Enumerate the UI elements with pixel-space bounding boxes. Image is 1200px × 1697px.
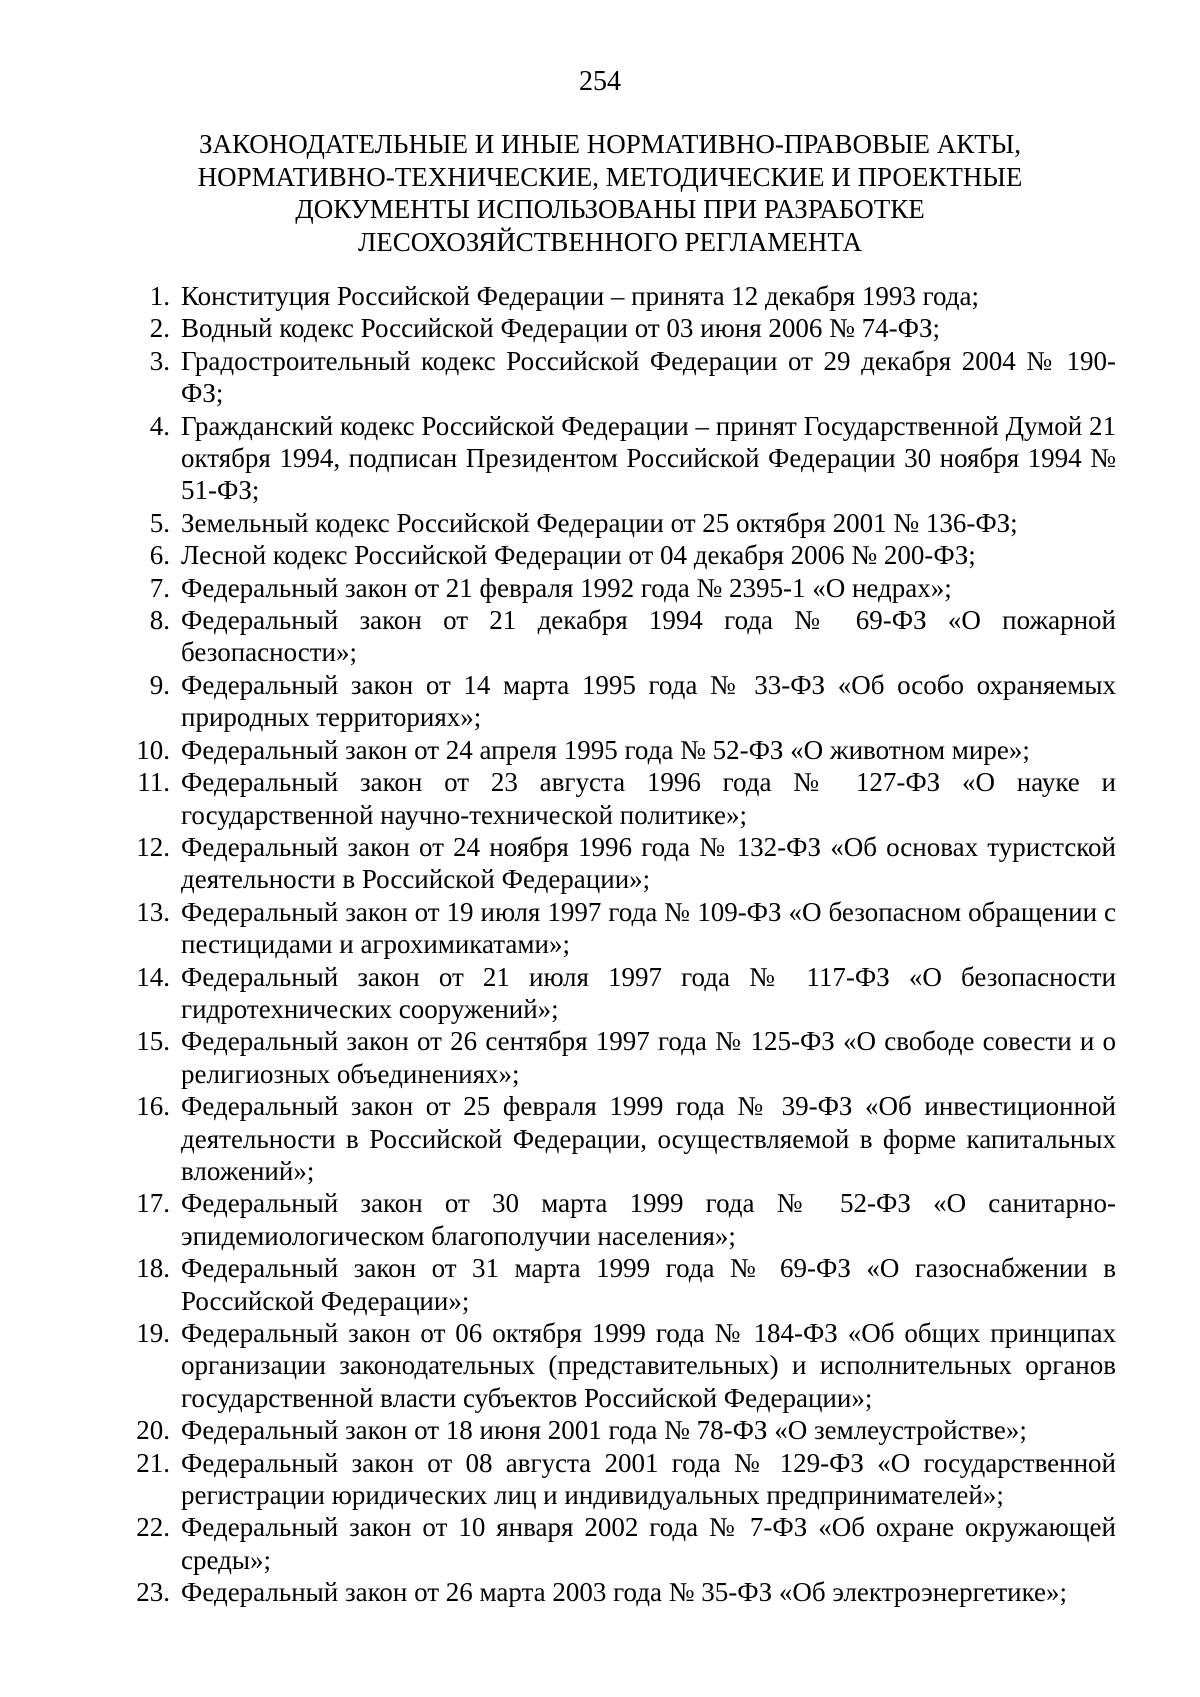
list-item-number: 14. <box>136 961 170 992</box>
list-item <box>112 1025 1116 1090</box>
list-item <box>112 312 1116 344</box>
list-item-number: 4. <box>149 410 170 441</box>
list-item <box>112 961 1116 1026</box>
list-item-text: Федеральный закон от 21 февраля 1992 года № 2395-1 «О недрах»; <box>181 572 952 603</box>
list-item <box>112 539 1116 571</box>
list-item-number: 15. <box>136 1026 170 1057</box>
heading-line: НОРМАТИВНО-ТЕХНИЧЕСКИЕ, МЕТОДИЧЕСКИЕ И ПРОЕКТНЫЕ <box>197 161 1023 192</box>
list-item <box>112 1414 1116 1446</box>
list-item <box>112 604 1116 669</box>
list-item <box>112 734 1116 766</box>
list-item-number: 13. <box>136 896 170 927</box>
list-item-text: Федеральный закон от 26 сентября 1997 года № 125-ФЗ «О свободе совести и о религиозных объединениях»; <box>181 1026 1116 1089</box>
list-item <box>112 280 1116 312</box>
list-item-number: 8. <box>149 605 170 636</box>
list-item <box>112 766 1116 831</box>
list-item-number: 12. <box>136 831 170 862</box>
list-item <box>112 669 1116 734</box>
list-item-number: 5. <box>149 507 170 538</box>
list-item <box>112 1576 1116 1608</box>
document-heading <box>160 128 1060 258</box>
list-item-number: 1. <box>149 281 170 311</box>
list-item-number: 7. <box>149 572 170 603</box>
list-item-text: Федеральный закон от 10 января 2002 года № 7-ФЗ «Об охране окружающей среды»; <box>181 1512 1116 1575</box>
list-item-text: Федеральный закон от 24 апреля 1995 года № 52-ФЗ «О животном мире»; <box>181 734 1030 765</box>
list-item-text: Федеральный закон от 25 февраля 1999 года № 39-ФЗ «Об инвестиционной деятельности в Российской Федерации, осуществляемой в форме капитальных вложений»; <box>181 1091 1116 1186</box>
list-item-text: Федеральный закон от 31 марта 1999 года № 69-ФЗ «О газоснабжении в Российской Федерации»; <box>181 1253 1116 1316</box>
list-item <box>112 1447 1116 1512</box>
list-item <box>112 507 1116 539</box>
list-item-text: Федеральный закон от 30 марта 1999 года № 52-ФЗ «О санитарно-эпидемиологическом благополучии населения»; <box>181 1188 1116 1251</box>
list-item-number: 10. <box>136 734 170 765</box>
list-item-number: 16. <box>136 1091 170 1122</box>
list-item <box>112 1252 1116 1317</box>
list-item-number: 19. <box>136 1318 170 1348</box>
list-item <box>112 410 1116 507</box>
list-item <box>112 1511 1116 1576</box>
list-item <box>112 345 1116 410</box>
list-item-number: 6. <box>149 540 170 571</box>
list-item-number: 18. <box>136 1253 170 1284</box>
list-item <box>112 896 1116 961</box>
list-item-number: 23. <box>136 1577 170 1608</box>
list-item-number: 2. <box>149 313 170 344</box>
heading-line: ЗАКОНОДАТЕЛЬНЫЕ И ИНЫЕ НОРМАТИВНО-ПРАВОВЫЕ АКТЫ, <box>198 129 1022 159</box>
list-item <box>112 572 1116 604</box>
list-item-number: 22. <box>136 1512 170 1543</box>
list-item-text: Градостроительный кодекс Российской Федерации от 29 декабря 2004 № 190-ФЗ; <box>181 345 1116 409</box>
list-item-number: 21. <box>136 1447 170 1478</box>
list-item-text: Водный кодекс Российской Федерации от 03 июня 2006 № 74-ФЗ; <box>181 313 940 344</box>
heading-line: ЛЕСОХОЗЯЙСТВЕННОГО РЕГЛАМЕНТА <box>357 226 863 257</box>
list-item-text: Федеральный закон от 14 марта 1995 года № 33-ФЗ «Об особо охраняемых природных территориях»; <box>181 669 1116 733</box>
list-item-text: Конституция Российской Федерации – принята 12 декабря 1993 года; <box>181 281 979 311</box>
list-item-text: Федеральный закон от 08 августа 2001 года № 129-ФЗ «О государственной регистрации юридических лиц и индивидуальных предпринимателей»; <box>181 1447 1116 1511</box>
list-item-text: Федеральный закон от 21 декабря 1994 года № 69-ФЗ «О пожарной безопасности»; <box>181 605 1116 668</box>
list-item-text: Федеральный закон от 06 октября 1999 года № 184-ФЗ «Об общих принципах организации законодательных (представительных) и исполнительных органов государственной власти субъектов Российской Федерации»; <box>181 1318 1116 1413</box>
list-item-text: Федеральный закон от 23 августа 1996 года № 127-ФЗ «О науке и государственной научно-технической политике»; <box>181 767 1116 830</box>
list-item-text: Федеральный закон от 19 июля 1997 года № 109-ФЗ «О безопасном обращении с пестицидами и агрохимикатами»; <box>181 896 1116 960</box>
list-item-number: 3. <box>149 345 170 376</box>
page-number: 254 <box>579 66 621 97</box>
acts-list <box>112 280 1116 1609</box>
list-item-text: Федеральный закон от 18 июня 2001 года № 78-ФЗ «О землеустройстве»; <box>181 1415 1027 1446</box>
list-item-number: 9. <box>149 669 170 700</box>
list-item-text: Земельный кодекс Российской Федерации от 25 октября 2001 № 136-ФЗ; <box>181 507 1018 538</box>
heading-line: ДОКУМЕНТЫ ИСПОЛЬЗОВАНЫ ПРИ РАЗРАБОТКЕ <box>295 194 925 224</box>
list-item-text: Гражданский кодекс Российской Федерации – принят Государственной Думой 21 октября 1994, подписан Президентом Российской Федерации 30 ноября 1994 № 51-ФЗ; <box>181 410 1116 506</box>
list-item-text: Федеральный закон от 26 марта 2003 года № 35-ФЗ «Об электроэнергетике»; <box>181 1577 1068 1608</box>
list-item-number: 20. <box>136 1415 170 1446</box>
list-item <box>112 831 1116 896</box>
list-item-text: Федеральный закон от 21 июля 1997 года № 117-ФЗ «О безопасности гидротехнических сооружений»; <box>181 961 1116 1024</box>
list-item-text: Федеральный закон от 24 ноября 1996 года № 132-ФЗ «Об основах туристской деятельности в Российской Федерации»; <box>181 831 1116 895</box>
list-item <box>112 1090 1116 1187</box>
list-item <box>112 1317 1116 1414</box>
list-item-text: Лесной кодекс Российской Федерации от 04 декабря 2006 № 200-ФЗ; <box>181 540 976 571</box>
list-item <box>112 1187 1116 1252</box>
list-item-number: 17. <box>136 1188 170 1219</box>
list-item-number: 11. <box>137 767 170 798</box>
